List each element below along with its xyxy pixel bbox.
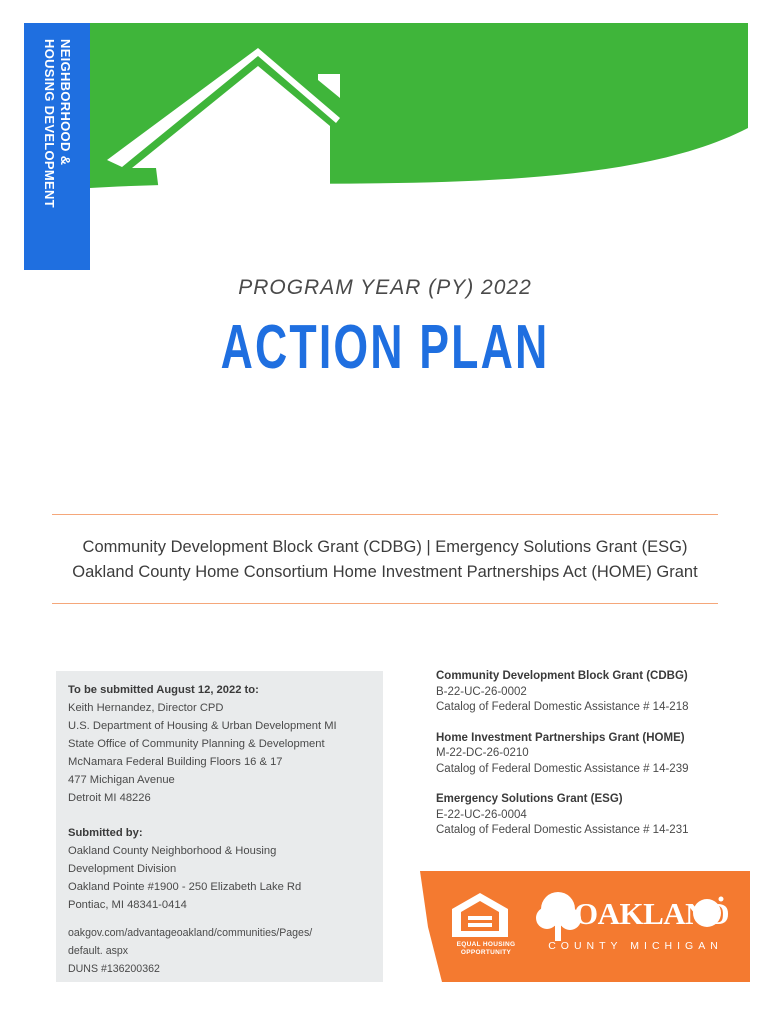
recipient-line: Detroit MI 48226 <box>68 792 151 804</box>
grant-block-esg <box>436 792 736 839</box>
oakland-logo-word: OAKLAND <box>574 896 729 931</box>
grant-number: E-22-UC-26-0004 <box>436 808 527 821</box>
page-title: ACTION PLAN <box>220 313 550 382</box>
grant-numbers <box>436 669 736 854</box>
submitter-line: Oakland Pointe #1900 - 250 Elizabeth Lake Rd <box>68 881 302 893</box>
submitted-to-heading: To be submitted August 12, 2022 to: <box>68 684 259 696</box>
spacer <box>68 807 371 824</box>
grant-block-cdbg <box>436 669 736 716</box>
grants-line-1: Community Development Block Grant (CDBG) | Emergency Solutions Grant (ESG) <box>82 538 688 556</box>
grant-number: B-22-UC-26-0002 <box>436 685 527 698</box>
duns-number: DUNS #136200362 <box>68 963 160 975</box>
grant-catalog: Catalog of Federal Domestic Assistance # 14-239 <box>436 762 689 775</box>
grant-name: Home Investment Partnerships Grant (HOME) <box>436 731 685 744</box>
submitter-line: Development Division <box>68 863 177 875</box>
grant-name: Emergency Solutions Grant (ESG) <box>436 793 623 805</box>
equal-housing-line-1: EQUAL HOUSING <box>456 941 516 948</box>
equal-housing-label <box>446 941 526 956</box>
oakland-logo-sub: COUNTY MICHIGAN <box>548 940 723 952</box>
recipient-line: 477 Michigan Avenue <box>68 774 175 786</box>
grants-line-2: Oakland County Home Consortium Home Investment Partnerships Act (HOME) Grant <box>72 563 698 581</box>
website-link-continued[interactable]: default. aspx <box>68 945 129 957</box>
grant-number: M-22-DC-26-0210 <box>436 747 529 759</box>
department-line-1: NEIGHBORHOOD & <box>58 39 73 166</box>
equal-housing-line-2: OPPORTUNITY <box>460 948 512 956</box>
grant-name: Community Development Block Grant (CDBG) <box>436 670 688 682</box>
divider-bottom <box>52 603 718 604</box>
recipient-line: State Office of Community Planning & Development <box>68 738 325 750</box>
department-label <box>24 23 90 270</box>
grant-catalog: Catalog of Federal Domestic Assistance # 14-231 <box>436 824 689 836</box>
spacer <box>68 914 371 924</box>
submission-box <box>56 671 383 982</box>
website-link[interactable]: oakgov.com/advantageoakland/communities/Pages/ <box>68 927 313 939</box>
grant-block-home <box>436 731 736 778</box>
grant-catalog: Catalog of Federal Domestic Assistance # 14-218 <box>436 701 689 713</box>
divider-top <box>52 514 718 515</box>
department-line-2: HOUSING DEVELOPMENT <box>42 39 57 208</box>
recipient-line: Keith Hernandez, Director CPD <box>68 702 224 714</box>
header-banner <box>0 0 770 280</box>
recipient-line: U.S. Department of Housing & Urban Development MI <box>68 720 337 732</box>
submitted-by-heading: Submitted by: <box>68 827 143 839</box>
recipient-line: McNamara Federal Building Floors 16 & 17 <box>68 756 283 768</box>
submitter-line: Oakland County Neighborhood & Housing <box>68 845 277 857</box>
submitter-line: Pontiac, MI 48341-0414 <box>68 899 187 911</box>
program-year-subtitle: PROGRAM YEAR (PY) 2022 <box>238 276 532 299</box>
